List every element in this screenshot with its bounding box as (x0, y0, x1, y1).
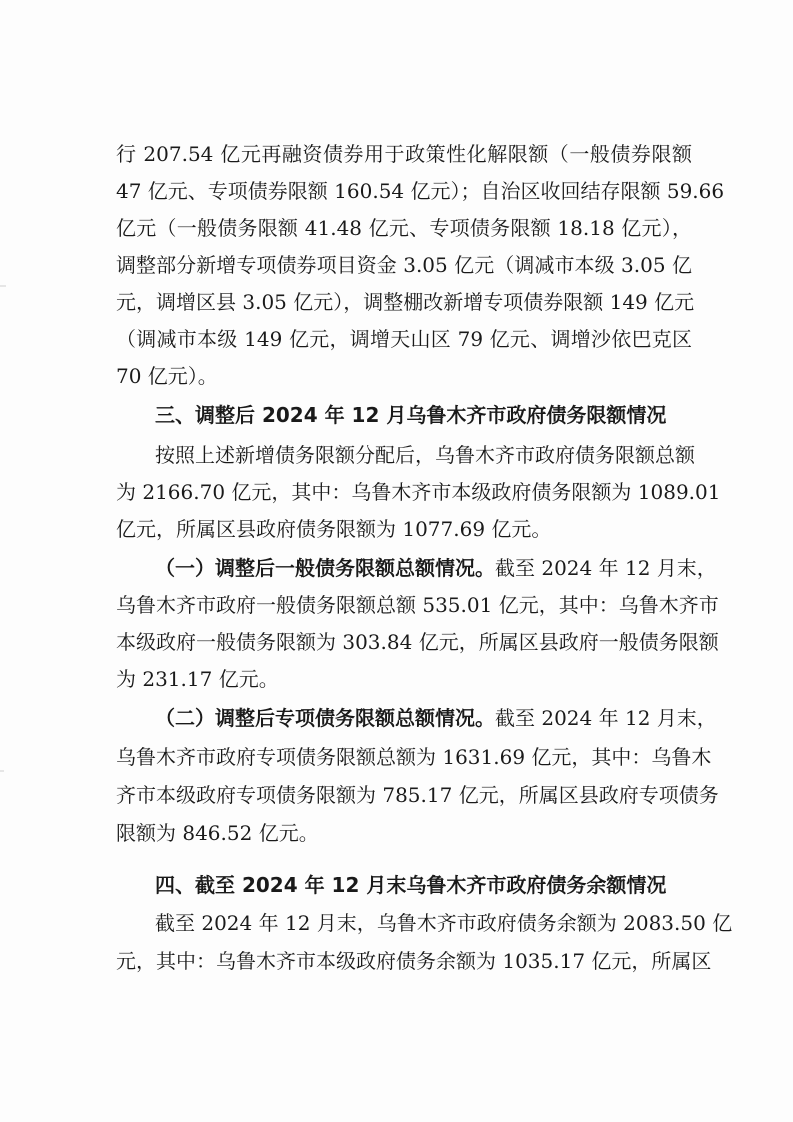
subsection-line (155, 553, 717, 583)
paragraph-line: 为 231.17 亿元。 (116, 667, 279, 691)
paragraph-line: 亿元（一般债务限额 41.48 亿元、专项债务限额 18.18 亿元）， (116, 216, 692, 240)
paragraph-line: 行 207.54 亿元再融资债券用于政策性化解限额（一般债券限额 (116, 142, 692, 166)
paragraph-line: 70 亿元）。 (116, 364, 218, 388)
paragraph-line: 调整部分新增专项债券项目资金 3.05 亿元（调减市本级 3.05 亿 (116, 253, 692, 277)
paragraph-line: 亿元，所属区县政府债务限额为 1077.69 亿元。 (116, 517, 552, 541)
paragraph-line: 按照上述新增债务限额分配后，乌鲁木齐市政府债务限额总额 (155, 443, 695, 467)
paragraph-line: 齐市本级政府专项债务限额为 785.17 亿元，所属区县政府专项债务 (116, 783, 719, 807)
subsection-text: 截至 2024 年 12 月末， (495, 706, 717, 730)
subsection-text: 截至 2024 年 12 月末， (495, 556, 717, 580)
scan-mark (0, 285, 6, 287)
subsection-line (155, 703, 717, 733)
paragraph-line: 本级政府一般债务限额为 303.84 亿元，所属区县政府一般债务限额 (116, 630, 719, 654)
paragraph-line: 乌鲁木齐市政府专项债务限额总额为 1631.69 亿元，其中：乌鲁木 (116, 745, 712, 769)
paragraph-line: 截至 2024 年 12 月末，乌鲁木齐市政府债务余额为 2083.50 亿 (155, 911, 733, 935)
paragraph-line: 元，其中：乌鲁木齐市本级政府债务余额为 1035.17 亿元，所属区 (116, 949, 712, 973)
scan-mark (0, 770, 4, 772)
paragraph-line: 47 亿元、专项债券限额 160.54 亿元）；自治区收回结存限额 59.66 (116, 179, 725, 203)
paragraph-line: 限额为 846.52 亿元。 (116, 821, 319, 845)
paragraph-line: （调减市本级 149 亿元，调增天山区 79 亿元、调增沙依巴克区 (116, 327, 692, 351)
section-heading: 三、调整后 2024 年 12 月乌鲁木齐市政府债务限额情况 (155, 403, 667, 427)
paragraph-line: 元，调增区县 3.05 亿元），调整棚改新增专项债券限额 149 亿元 (116, 290, 695, 314)
subsection-heading: （二）调整后专项债务限额总额情况。 (155, 706, 495, 730)
subsection-heading: （一）调整后一般债务限额总额情况。 (155, 556, 495, 580)
paragraph-line: 乌鲁木齐市政府一般债务限额总额 535.01 亿元，其中：乌鲁木齐市 (116, 593, 719, 617)
paragraph-line: 为 2166.70 亿元，其中：乌鲁木齐市本级政府债务限额为 1089.01 (116, 480, 721, 504)
section-heading: 四、截至 2024 年 12 月末乌鲁木齐市政府债务余额情况 (155, 873, 667, 897)
